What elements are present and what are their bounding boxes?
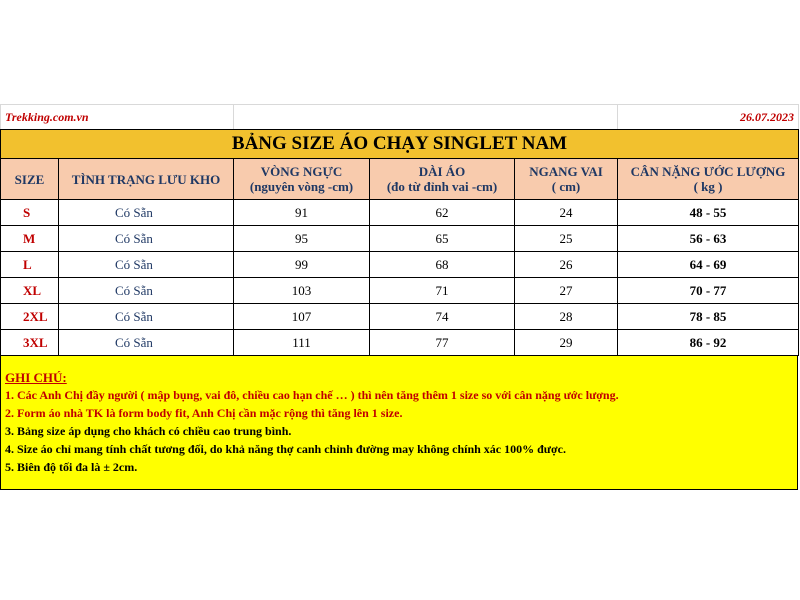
stock-cell: Có Sẵn [59, 226, 234, 252]
length-cell: 62 [370, 200, 515, 226]
weight-cell: 86 - 92 [618, 330, 799, 356]
col-weight: CÂN NẶNG ƯỚC LƯỢNG ( kg ) [618, 159, 799, 200]
notes-box [0, 356, 798, 490]
size-chart-sheet [0, 104, 800, 490]
stock-cell: Có Sẵn [59, 200, 234, 226]
col-shoulder: NGANG VAI ( cm) [515, 159, 618, 200]
shoulder-cell: 26 [515, 252, 618, 278]
shoulder-cell: 25 [515, 226, 618, 252]
table-row [1, 252, 799, 278]
table-row [1, 200, 799, 226]
length-cell: 77 [370, 330, 515, 356]
col-chest: VÒNG NGỰC (nguyên vòng -cm) [234, 159, 370, 200]
column-header-row [1, 159, 799, 200]
table-row [1, 330, 799, 356]
length-cell: 68 [370, 252, 515, 278]
stock-cell: Có Sẵn [59, 304, 234, 330]
stock-cell: Có Sẵn [59, 252, 234, 278]
stock-cell: Có Sẵn [59, 278, 234, 304]
size-cell: XL [1, 278, 59, 304]
chest-cell: 103 [234, 278, 370, 304]
top-info-row [1, 105, 799, 130]
col-size: SIZE [1, 159, 59, 200]
col-stock: TÌNH TRẠNG LƯU KHO [59, 159, 234, 200]
col-length: DÀI ÁO (đo từ đỉnh vai -cm) [370, 159, 515, 200]
length-cell: 65 [370, 226, 515, 252]
table-row [1, 226, 799, 252]
size-cell: S [1, 200, 59, 226]
length-cell: 71 [370, 278, 515, 304]
note-item: 3. Bảng size áp dụng cho khách có chiều cao trung bình. [5, 424, 292, 438]
shoulder-cell: 28 [515, 304, 618, 330]
shoulder-cell: 24 [515, 200, 618, 226]
weight-cell: 70 - 77 [618, 278, 799, 304]
note-item: 4. Size áo chỉ mang tính chất tương đối, do khả năng thợ canh chỉnh đường may không chính xác 100% được. [5, 442, 566, 456]
table-row [1, 278, 799, 304]
title-row [1, 130, 799, 159]
shoulder-cell: 27 [515, 278, 618, 304]
site-name: Trekking.com.vn [1, 105, 234, 130]
note-item: 5. Biên độ tối đa là ± 2cm. [5, 460, 138, 474]
size-cell: M [1, 226, 59, 252]
weight-cell: 56 - 63 [618, 226, 799, 252]
chest-cell: 91 [234, 200, 370, 226]
date-label: 26.07.2023 [618, 105, 799, 130]
chest-cell: 111 [234, 330, 370, 356]
chest-cell: 107 [234, 304, 370, 330]
weight-cell: 78 - 85 [618, 304, 799, 330]
chest-cell: 99 [234, 252, 370, 278]
weight-cell: 64 - 69 [618, 252, 799, 278]
chest-cell: 95 [234, 226, 370, 252]
length-cell: 74 [370, 304, 515, 330]
table-row [1, 304, 799, 330]
chart-title: BẢNG SIZE ÁO CHẠY SINGLET NAM [1, 130, 799, 159]
shoulder-cell: 29 [515, 330, 618, 356]
weight-cell: 48 - 55 [618, 200, 799, 226]
size-cell: L [1, 252, 59, 278]
notes-heading: GHI CHÚ: [5, 370, 67, 385]
size-table [0, 104, 799, 356]
blank-cell [234, 105, 618, 130]
size-cell: 2XL [1, 304, 59, 330]
note-item: 1. Các Anh Chị đầy người ( mập bụng, vai đô, chiều cao hạn chế … ) thì nên tăng thêm 1 size so với cân nặng ước lượng. [5, 388, 619, 402]
note-item: 2. Form áo nhà TK là form body fit, Anh Chị cần mặc rộng thì tăng lên 1 size. [5, 406, 403, 420]
size-cell: 3XL [1, 330, 59, 356]
stock-cell: Có Sẵn [59, 330, 234, 356]
